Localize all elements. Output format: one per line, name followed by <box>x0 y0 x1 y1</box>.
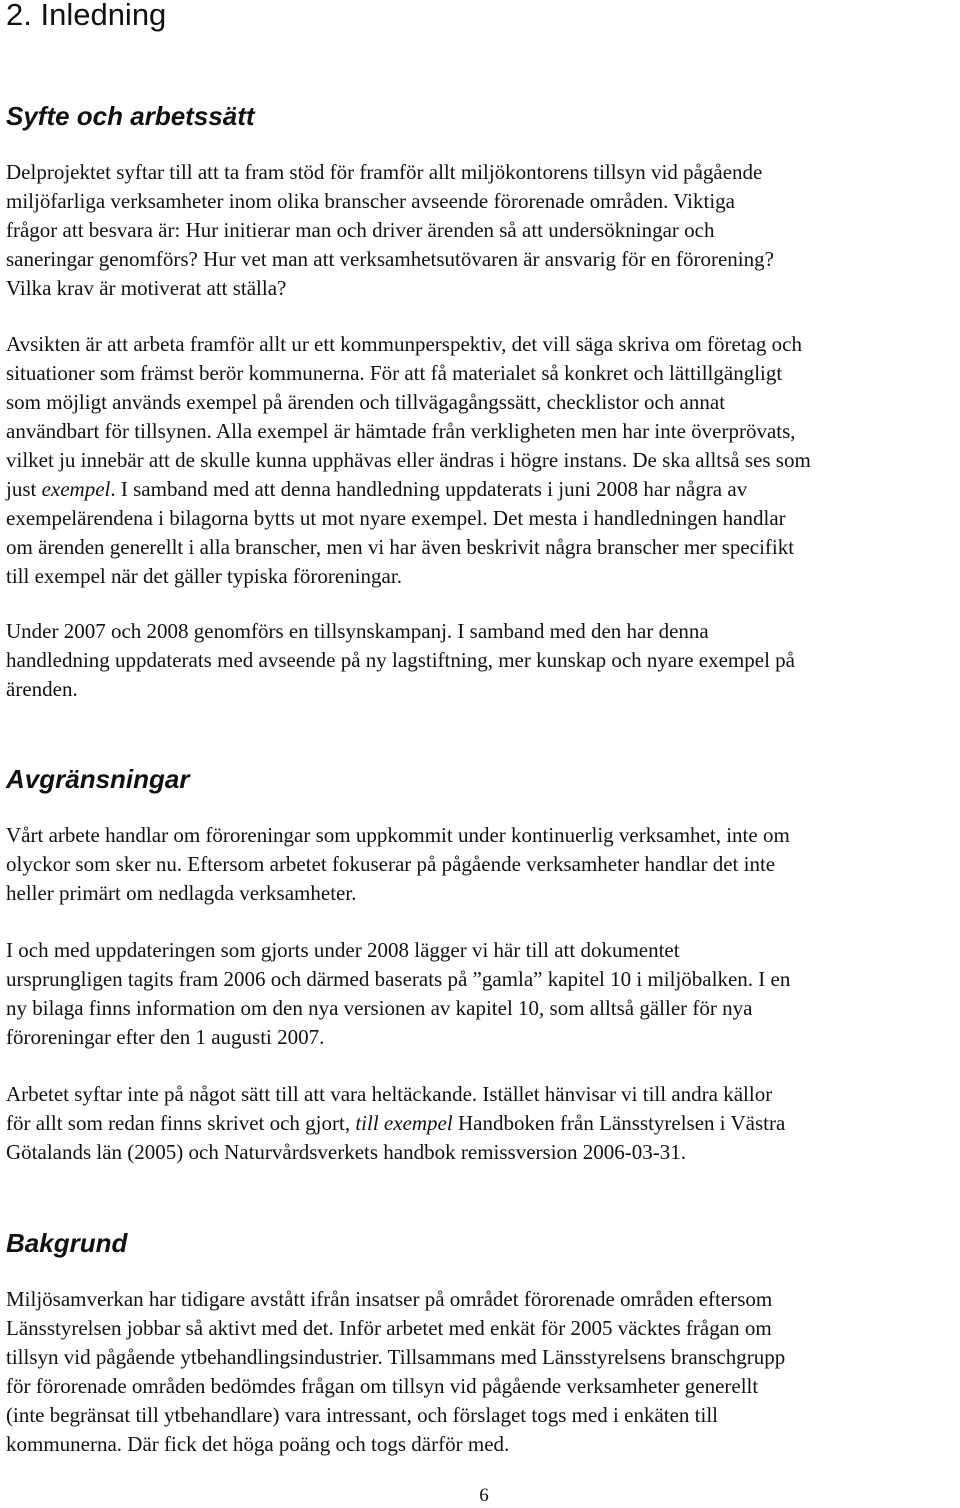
italic-text: exempel <box>41 477 111 501</box>
text-line: som möjligt används exempel på ärenden och tillvägagångssätt, checklistor och annat <box>6 390 726 414</box>
text-line: saneringar genomförs? Hur vet man att verksamhetsutövaren är ansvarig för en förorening? <box>6 247 774 271</box>
text-line: Miljösamverkan har tidigare avstått ifrån insatser på området förorenade områden eftersom <box>6 1287 773 1311</box>
text-line: vilket ju innebär att de skulle kunna upphävas eller ändras i högre instans. De ska alltså ses som <box>6 448 811 472</box>
text-line: Arbetet syftar inte på något sätt till att vara heltäckande. Istället hänvisar vi till andra källor <box>6 1082 773 1106</box>
text-run: . I samband med att denna handledning uppdaterats i juni 2008 har några av <box>110 477 748 501</box>
page-number: 6 <box>479 1485 489 1506</box>
text-line: Avsikten är att arbeta framför allt ur ett kommunperspektiv, det vill säga skriva om företag och <box>6 332 802 356</box>
text-line: I och med uppdateringen som gjorts under 2008 lägger vi här till att dokumentet <box>6 938 680 962</box>
text-line: ursprungligen tagits fram 2006 och därmed baserats på ”gamla” kapitel 10 i miljöbalken. I en <box>6 967 791 991</box>
paragraph-bakgrund-1 <box>6 1285 785 1459</box>
paragraph-syfte-3 <box>6 617 795 704</box>
text-run: för allt som redan finns skrivet och gjort, <box>6 1111 356 1135</box>
text-line: till exempel när det gäller typiska föroreningar. <box>6 564 402 588</box>
text-line: Länsstyrelsen jobbar så aktivt med det. Inför arbetet med enkät för 2005 väcktes frågan om <box>6 1316 772 1340</box>
text-line: om ärenden generellt i alla branscher, men vi har även beskrivit några branscher mer specifikt <box>6 535 795 559</box>
text-run: just <box>6 477 42 501</box>
text-line: miljöfarliga verksamheter inom olika branscher avseende förorenade områden. Viktiga <box>6 189 735 213</box>
section-heading-bakgrund: Bakgrund <box>6 1228 128 1258</box>
paragraph-avgransningar-3 <box>6 1080 785 1167</box>
text-line: exempelärendena i bilagorna bytts ut mot nyare exempel. Det mesta i handledningen handlar <box>6 506 786 530</box>
text-line: situationer som främst berör kommunerna. För att få materialet så konkret och lättillgängligt <box>6 361 783 385</box>
text-line: Under 2007 och 2008 genomförs en tillsynskampanj. I samband med den har denna <box>6 619 709 643</box>
text-line: heller primärt om nedlagda verksamheter. <box>6 881 357 905</box>
text-line <box>6 475 811 504</box>
text-line: föroreningar efter den 1 augusti 2007. <box>6 1025 325 1049</box>
text-line: ny bilaga finns information om den nya versionen av kapitel 10, som alltså gäller för nya <box>6 996 753 1020</box>
text-line: (inte begränsat till ytbehandlare) vara intressant, och förslaget togs med i enkäten till <box>6 1403 719 1427</box>
text-line: för förorenade områden bedömdes frågan om tillsyn vid pågående verksamheter generellt <box>6 1374 759 1398</box>
text-line: Vilka krav är motiverat att ställa? <box>6 276 287 300</box>
chapter-title: 2. Inledning <box>6 0 167 32</box>
paragraph-syfte-1 <box>6 158 774 303</box>
text-line <box>6 1109 785 1138</box>
text-line: användbart för tillsynen. Alla exempel är hämtade från verkligheten men har inte överprövats, <box>6 419 796 443</box>
text-line: tillsyn vid pågående ytbehandlingsindustrier. Tillsammans med Länsstyrelsens branschgrupp <box>6 1345 786 1369</box>
text-line: handledning uppdaterats med avseende på ny lagstiftning, mer kunskap och nyare exempel på <box>6 648 795 672</box>
text-run: Handboken från Länsstyrelsen i Västra <box>452 1111 786 1135</box>
paragraph-avgransningar-1 <box>6 821 790 908</box>
text-line: Götalands län (2005) och Naturvårdsverkets handbok remissversion 2006-03-31. <box>6 1140 687 1164</box>
text-line: Delprojektet syftar till att ta fram stöd för framför allt miljökontorens tillsyn vid pågående <box>6 160 763 184</box>
section-heading-avgransningar: Avgränsningar <box>6 764 190 794</box>
text-line: olyckor som sker nu. Eftersom arbetet fokuserar på pågående verksamheter handlar det inte <box>6 852 776 876</box>
text-line: Vårt arbete handlar om föroreningar som uppkommit under kontinuerlig verksamhet, inte om <box>6 823 790 847</box>
text-line: ärenden. <box>6 677 78 701</box>
text-line: kommunerna. Där fick det höga poäng och togs därför med. <box>6 1432 510 1456</box>
text-line: frågor att besvara är: Hur initierar man och driver ärenden så att undersökningar och <box>6 218 715 242</box>
paragraph-avgransningar-2 <box>6 936 790 1052</box>
paragraph-syfte-2 <box>6 330 811 591</box>
section-heading-syfte: Syfte och arbetssätt <box>6 101 255 131</box>
italic-text: till exempel <box>355 1111 453 1135</box>
